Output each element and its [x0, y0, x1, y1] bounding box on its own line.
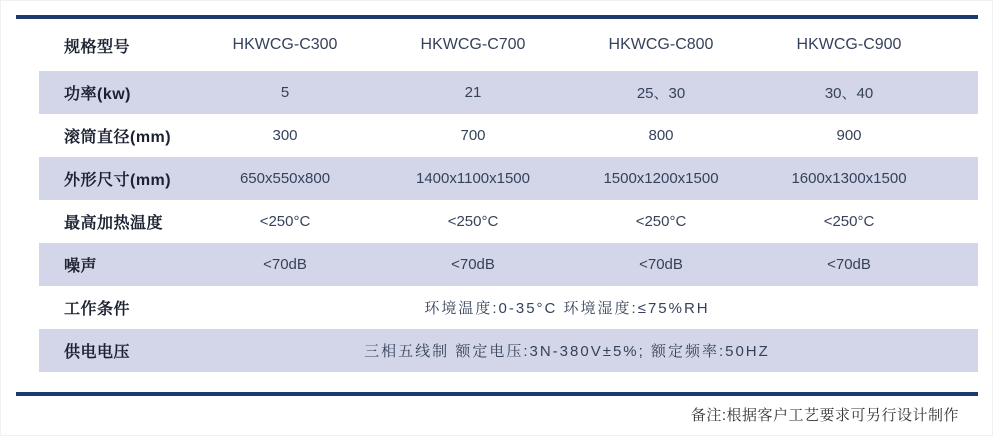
value-cell: <70dB [451, 256, 495, 273]
span-value-cell: 环境温度:0-35°C 环境湿度:≤75%RH [424, 300, 710, 317]
table-row [39, 243, 978, 286]
spacer-cell [943, 329, 978, 372]
row-label: 噪声 [64, 258, 98, 275]
value-cell: 5 [280, 84, 290, 101]
spec-table-body [39, 19, 978, 372]
table-row [39, 114, 978, 157]
table-row [39, 329, 978, 372]
value-cell: 25、30 [636, 85, 686, 102]
value-cell: <250°C [635, 213, 687, 230]
value-cell: <250°C [259, 213, 311, 230]
table-row [39, 71, 978, 114]
value-cell: 21 [464, 84, 482, 101]
spacer-cell [943, 200, 978, 243]
spacer-cell [943, 243, 978, 286]
spacer-cell [943, 71, 978, 114]
table-row [39, 19, 978, 71]
row-label: 规格型号 [64, 38, 131, 56]
value-cell: 650x550x800 [239, 170, 331, 187]
row-label: 工作条件 [64, 301, 131, 318]
spacer-cell [943, 114, 978, 157]
row-label: 滚筒直径(mm) [64, 129, 172, 146]
bottom-divider [16, 392, 978, 396]
value-cell: <70dB [827, 256, 871, 273]
footnote: 备注:根据客户工艺要求可另行设计制作 [690, 407, 959, 424]
table-row [39, 286, 978, 329]
table-row [39, 157, 978, 200]
row-label: 最高加热温度 [64, 215, 164, 232]
value-cell: <70dB [263, 256, 307, 273]
value-cell: 1600x1300x1500 [791, 170, 907, 187]
span-value-cell: 三相五线制 额定电压:3N-380V±5%; 额定频率:50HZ [364, 343, 770, 360]
model-name-cell: HKWCG-C800 [608, 36, 714, 53]
value-cell: 30、40 [824, 85, 874, 102]
spacer-cell [943, 157, 978, 200]
spacer-cell [943, 19, 978, 71]
row-label: 供电电压 [64, 344, 131, 361]
value-cell: 700 [460, 127, 486, 144]
value-cell: <250°C [823, 213, 875, 230]
table-row [39, 200, 978, 243]
value-cell: 300 [272, 127, 298, 144]
value-cell: 900 [836, 127, 862, 144]
value-cell: <70dB [639, 256, 683, 273]
spec-table [39, 19, 978, 372]
row-label: 外形尺寸(mm) [64, 172, 172, 189]
row-label: 功率(kw) [64, 86, 132, 103]
value-cell: 1500x1200x1500 [603, 170, 719, 187]
model-name-cell: HKWCG-C300 [232, 36, 338, 53]
value-cell: 800 [648, 127, 674, 144]
value-cell: <250°C [447, 213, 499, 230]
spacer-cell [943, 286, 978, 329]
model-name-cell: HKWCG-C900 [796, 36, 902, 53]
value-cell: 1400x1100x1500 [416, 170, 530, 187]
model-name-cell: HKWCG-C700 [420, 36, 526, 53]
